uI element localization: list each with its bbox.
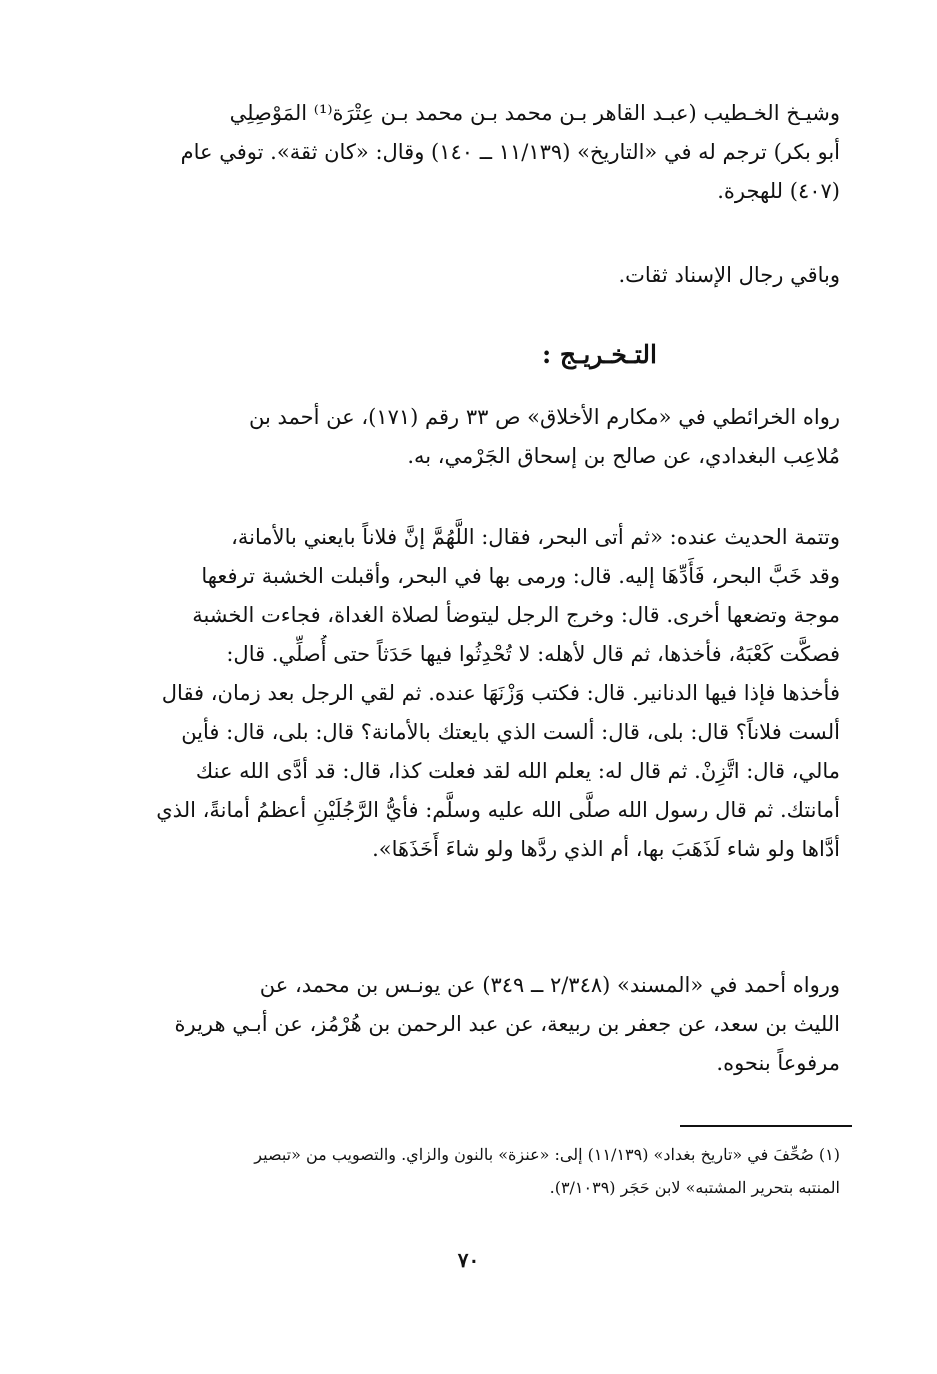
text-line: أبو بكر) ترجم له في «التاريخ» (١١/١٣٩ ــ ١٤٠) وقال: «كان ثقة». توفي عام [180, 140, 840, 164]
text-line: فصكَّت كَعْبَهُ، فأخذها، ثم قال لأهله: لا تُحْدِثُوا فيها حَدَثاً حتى أُصلِّي. قال: [226, 642, 840, 666]
text-line: موجة وتضعها أخرى. قال: وخرج الرجل ليتوضأ لصلاة الغداة، فجاءت الخشبة [192, 603, 840, 627]
text-line: مرفوعاً بنحوه. [716, 1051, 840, 1075]
text-line: أمانتك. ثم قال رسول الله صلَّى الله عليه وسلَّم: فأيُّ الرَّجُلَيْنِ أعظمُ أمانةً، الذي [156, 798, 840, 822]
footnote [85, 1138, 840, 1204]
musnad-reference-paragraph [85, 966, 840, 1083]
text-line: وتتمة الحديث عنده: «ثم أتى البحر، فقال: اللَّهُمَّ إنَّ فلاناً بايعني بالأمانة، [231, 525, 840, 549]
hadith-text-paragraph [85, 518, 840, 869]
text-line: رواه الخرائطي في «مكارم الأخلاق» ص ٣٣ رقم (١٧١)، عن أحمد بن [248, 405, 840, 429]
text-line: ألست فلاناً؟ قال: بلى، قال: ألست الذي بايعتك بالأمانة؟ قال: بلى، قال: فأين [181, 720, 840, 744]
text-line: الليث بن سعد، عن جعفر بن ربيعة، عن عبد الرحمن بن هُرْمُز، عن أبـي هريرة [174, 1012, 840, 1036]
text-line: مُلاعِب البغدادي، عن صالح بن إسحاق الجَرْمي، به. [407, 444, 840, 468]
footnote-line: (١) صُحِّفَ في «تاريخ بغداد» (١١/١٣٩) إلى: «عنزة» بالنون والزاي. والتصويب من «تبصير [254, 1145, 840, 1164]
page-number: ٧٠ [457, 1248, 480, 1272]
footnote-separator [680, 1125, 852, 1127]
text-line: (٤٠٧) للهجرة. [717, 179, 840, 203]
narrator-biography-paragraph [85, 94, 840, 211]
text-line: وقد خَبَّ البحر، فَأَدِّهَا إليه. قال: ورمى بها في البحر، وأقبلت الخشبة ترفعها [201, 564, 840, 588]
text-line: ورواه أحمد في «المسند» (٢/٣٤٨ ــ ٣٤٩) عن يونـس بن محمد، عن [259, 973, 840, 997]
text-line: وباقي رجال الإسناد ثقات. [618, 263, 840, 287]
takhrij-paragraph [85, 398, 840, 476]
text-line: أدَّاها ولو شاء لَذَهَبَ بها، أم الذي ردَّها ولو شاءَ أَخَذَهَا». [372, 837, 840, 861]
section-heading: التـخـريـج : [541, 340, 657, 369]
text-line: وشيـخ الخـطيب (عبـد القاهر بـن محمد بـن محمد بـن عِتْرَة⁽¹⁾ المَوْصِلِي [229, 101, 840, 125]
footnote-line: المنتبه بتحرير المشتبه» لابن حَجَر (٣/١٠٣٩). [549, 1178, 840, 1197]
text-line: فأخذها فإذا فيها الدنانير. قال: فكتب وَزْنَهَا عنده. ثم لقي الرجل بعد زمان، فقال [161, 681, 840, 705]
text-line: مالي، قال: اتَّزِنْ. ثم قال له: يعلم الله لقد فعلت كذا، قال: قد أدَّى الله عنك [195, 759, 840, 783]
chain-reliability-paragraph [85, 256, 840, 295]
